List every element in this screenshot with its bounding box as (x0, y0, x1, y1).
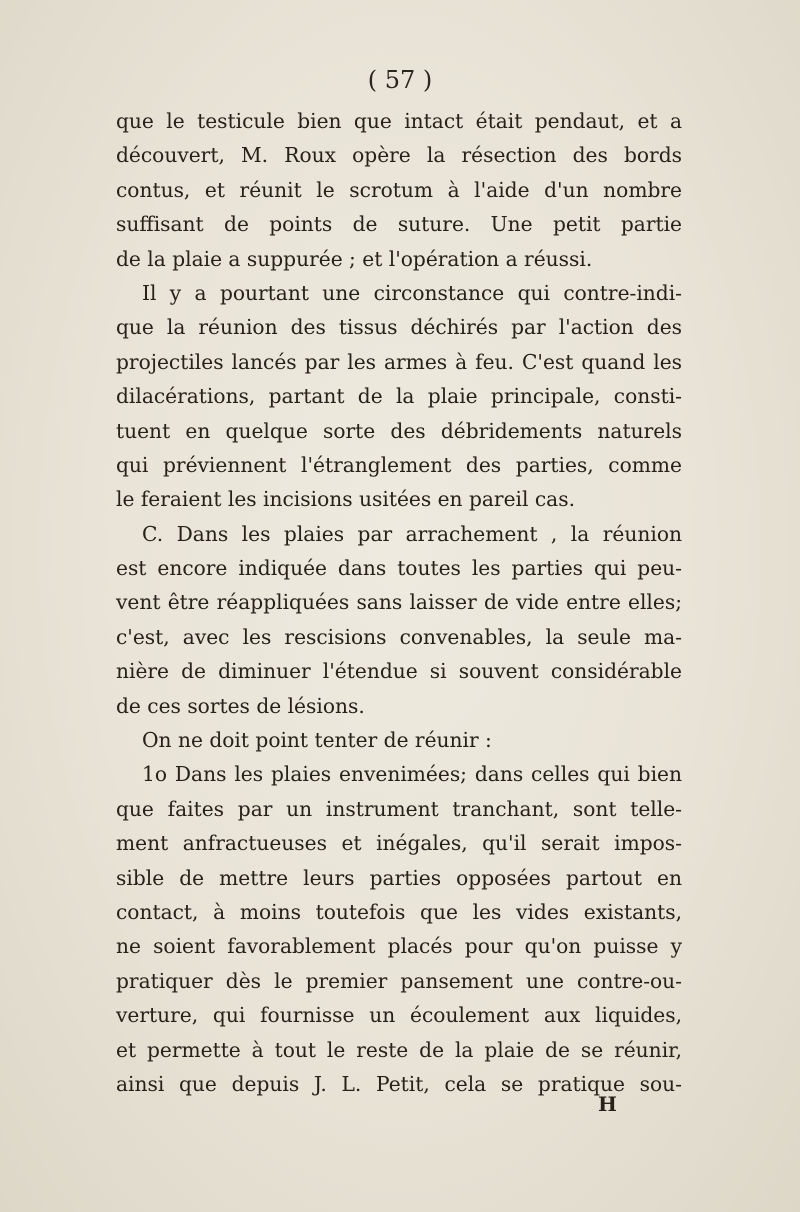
text-line: c'est, avec les rescisions convenables, la seule ma- (116, 624, 682, 649)
text-line: Il y a pourtant une circonstance qui contre-indi- (142, 280, 682, 305)
text-line: contus, et réunit le scrotum à l'aide d'un nombre (116, 177, 682, 202)
text-line: On ne doit point tenter de réunir : (142, 728, 492, 753)
page-number: ( 57 ) (367, 66, 433, 94)
text-line: tuent en quelque sorte des débridements naturels (116, 418, 682, 443)
text-line: de ces sortes de lésions. (116, 693, 365, 718)
text-line: verture, qui fournisse un écoulement aux liquides, (116, 1003, 682, 1028)
text-line: découvert, M. Roux opère la résection des bords (116, 143, 682, 168)
text-line: qui préviennent l'étranglement des parties, comme (116, 452, 682, 477)
text-line: 1o Dans les plaies envenimées; dans celles qui bien (142, 762, 682, 787)
text-line: pratiquer dès le premier pansement une contre-ou- (116, 968, 682, 993)
text-line: contact, à moins toutefois que les vides existants, (116, 899, 682, 924)
text-line: est encore indiquée dans toutes les parties qui peu- (116, 556, 682, 581)
text-line: que faites par un instrument tranchant, sont telle- (116, 796, 682, 821)
text-line: ne soient favorablement placés pour qu'on puisse y (116, 934, 682, 959)
text-line: projectiles lancés par les armes à feu. C'est quand les (116, 349, 682, 374)
text-line: le feraient les incisions usitées en pareil cas. (116, 487, 575, 512)
text-line: dilacérations, partant de la plaie principale, consti- (116, 384, 682, 409)
text-line: ment anfractueuses et inégales, qu'il serait impos- (116, 831, 682, 856)
text-line: nière de diminuer l'étendue si souvent considérable (116, 659, 682, 684)
text-line: C. Dans les plaies par arrachement , la réunion (142, 521, 682, 546)
text-line: ainsi que depuis J. L. Petit, cela se pratique sou- (116, 1071, 682, 1096)
text-line: vent être réappliquées sans laisser de vide entre elles; (116, 590, 682, 615)
body-text (116, 104, 682, 1101)
text-line: sible de mettre leurs parties opposées partout en (116, 865, 682, 890)
text-line: suffisant de points de suture. Une petit partie (116, 212, 682, 237)
text-line: de la plaie a suppurée ; et l'opération a réussi. (116, 246, 593, 271)
signature-mark: H (598, 1092, 617, 1116)
text-line: que le testicule bien que intact était pendaut, et a (116, 109, 682, 133)
text-line: que la réunion des tissus déchirés par l'action des (116, 315, 682, 340)
text-line: et permette à tout le reste de la plaie de se réunir, (116, 1037, 682, 1062)
